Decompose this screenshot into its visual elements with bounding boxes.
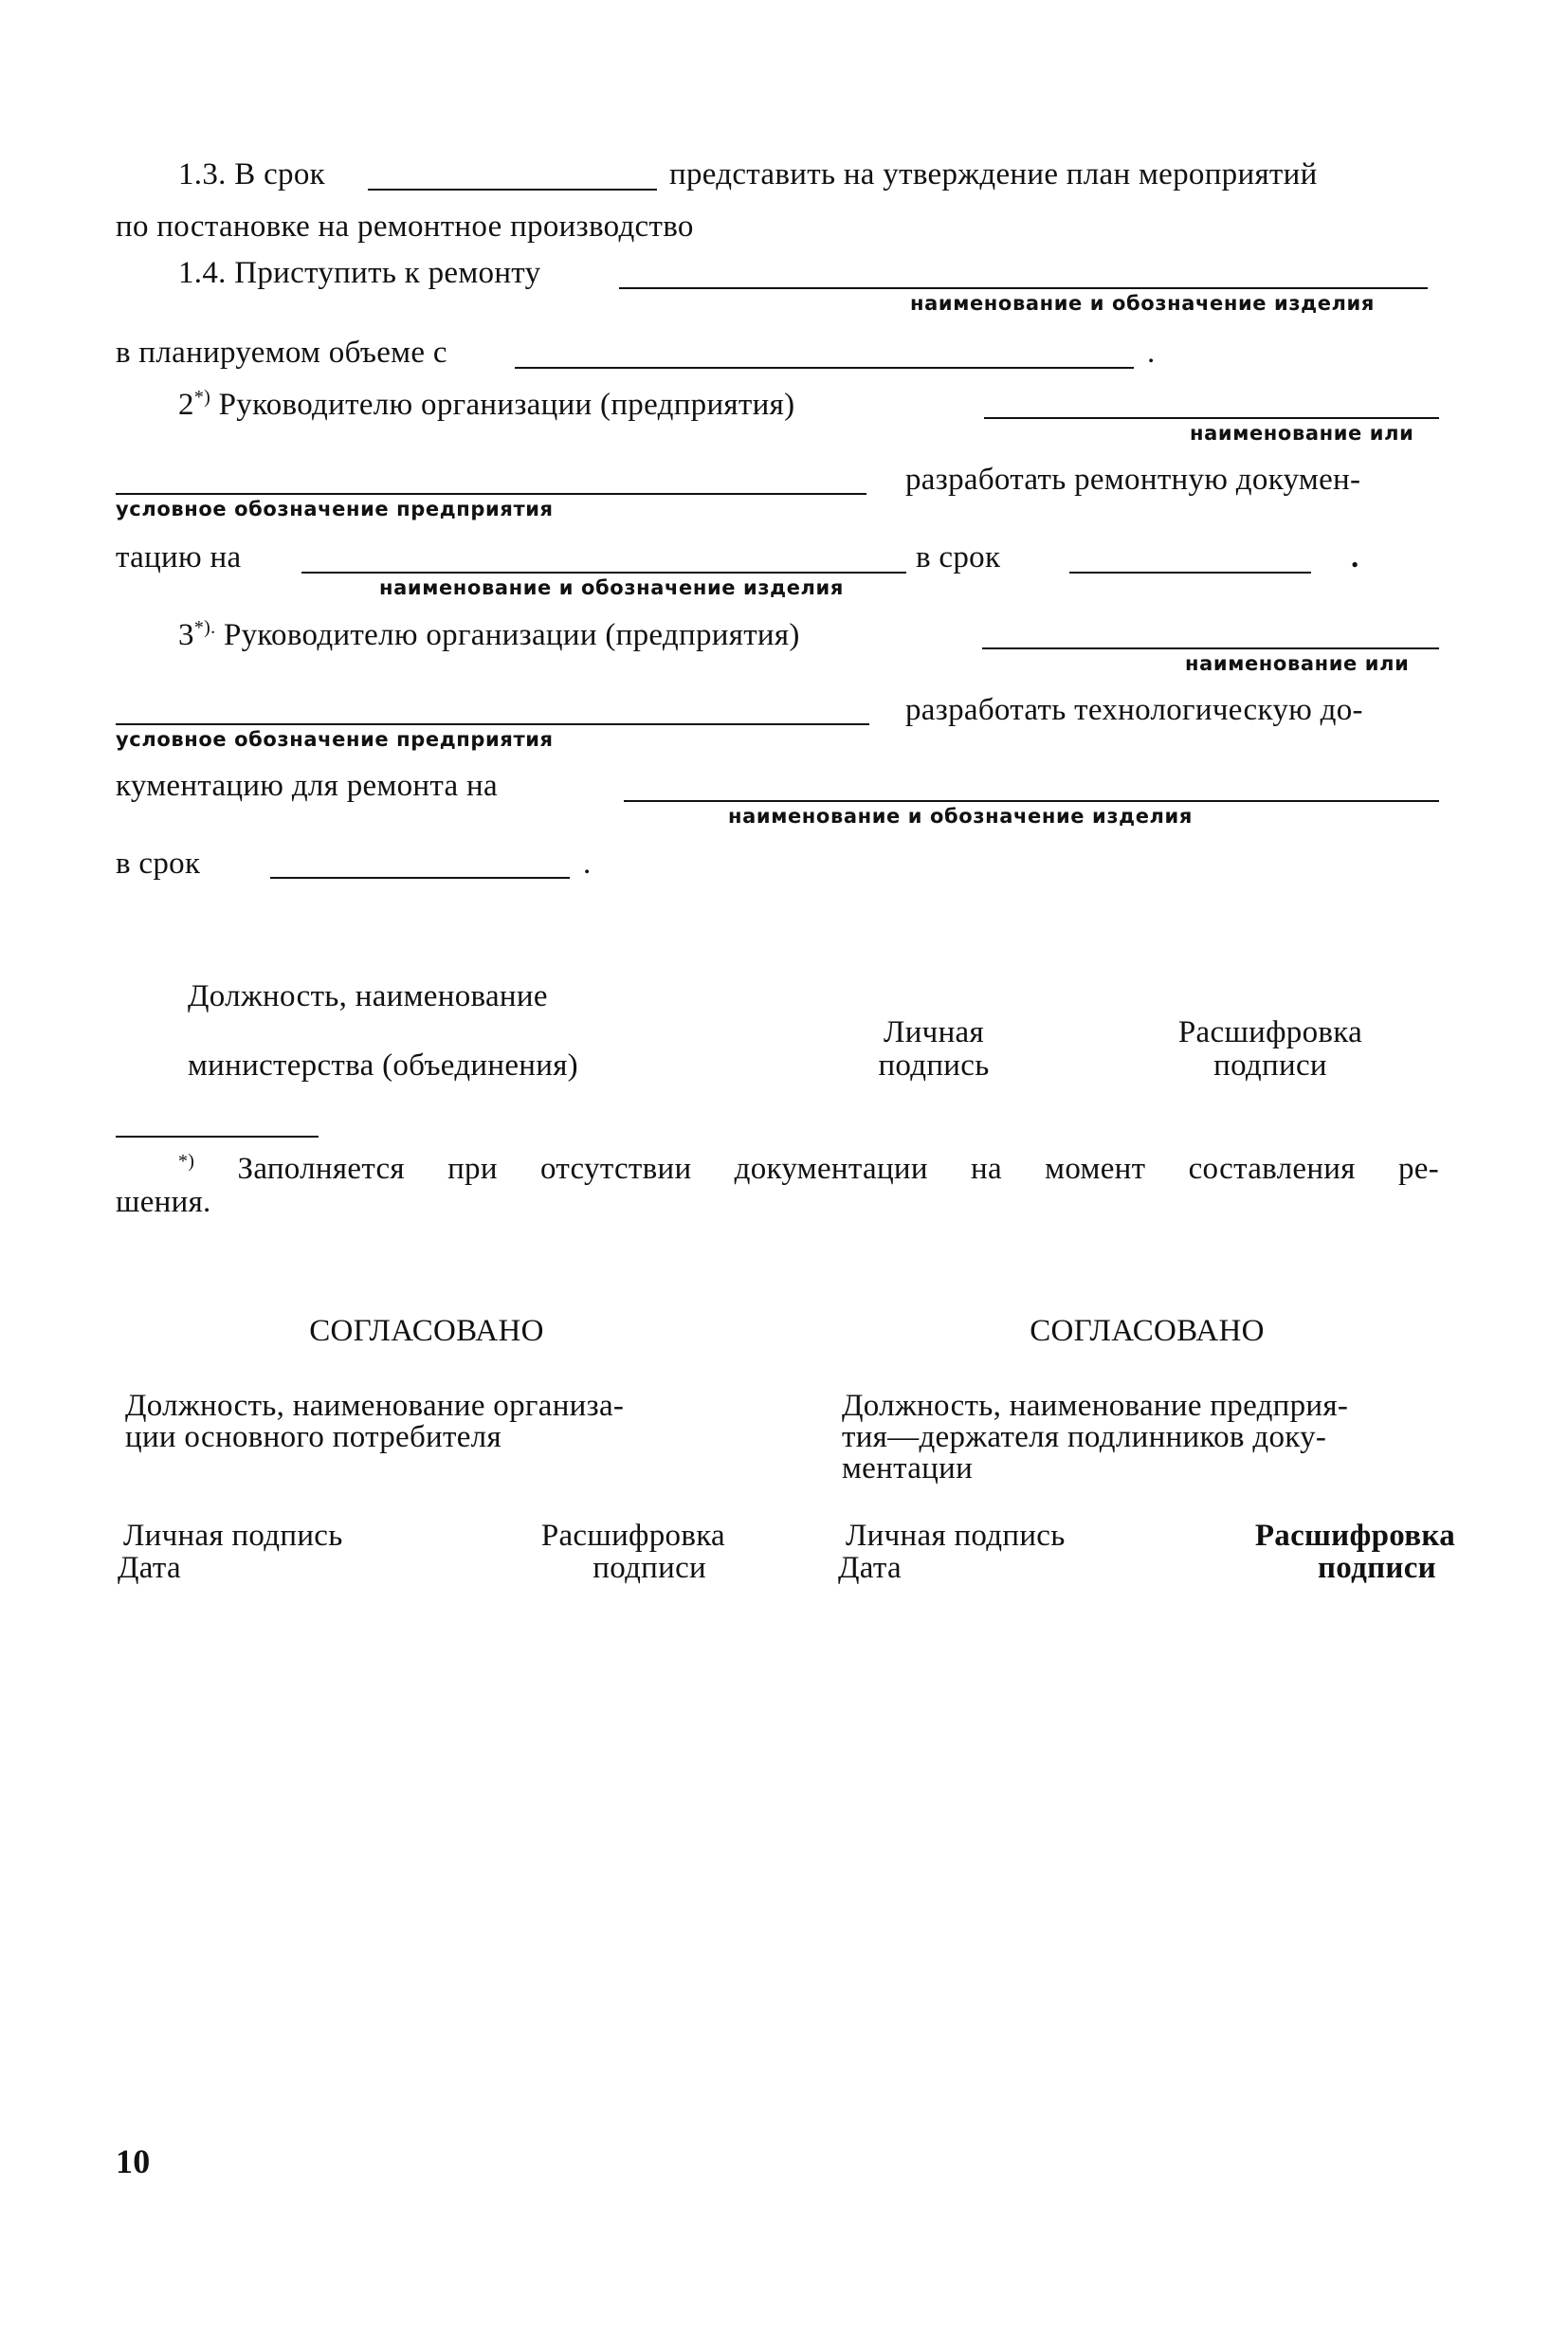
page-number: 10 — [116, 2142, 151, 2180]
footnote-text-2: шения. — [116, 1185, 211, 1219]
item-3-mark: *). — [193, 617, 216, 638]
item-2-enterprise-blank[interactable] — [116, 493, 866, 495]
item-3-action: разработать технологическую до- — [905, 693, 1363, 727]
item-2-product-blank[interactable] — [301, 572, 906, 574]
item-2-caption-2: условное обозначение предприятия — [116, 498, 554, 520]
footnote-line-1 — [178, 1152, 1439, 1185]
item-3-enterprise-blank[interactable] — [116, 723, 869, 725]
approval-left-position-2: ции основного потребителя — [125, 1420, 501, 1454]
approval-right-position-2: тия—держателя подлинников доку- — [842, 1420, 1327, 1454]
approval-right-position-3: ментации — [842, 1451, 974, 1485]
item-1-4-end-dot: . — [1147, 336, 1156, 370]
signature-position-line-1: Должность, наименование — [188, 979, 548, 1013]
item-2-text: Руководителю организации (предприятия) — [218, 388, 795, 422]
footnote-separator — [116, 1136, 319, 1138]
item-2-deadline-label: в срок — [916, 540, 1001, 574]
item-3-heading — [178, 618, 800, 651]
signature-decoding-1: Расшифровка — [1177, 1015, 1363, 1049]
signature-personal-1: Личная — [884, 1015, 984, 1049]
item-1-3-continuation: по постановке на ремонтное производство — [116, 210, 694, 244]
item-3-deadline-blank[interactable] — [270, 877, 570, 879]
item-3-caption-3: наименование и обозначение изделия — [728, 805, 1193, 828]
approval-right-decoding-2: подписи — [1317, 1551, 1436, 1585]
item-1-4-caption: наименование и обозначение изделия — [910, 292, 1375, 315]
item-3-text: Руководителю организации (предприятия) — [223, 618, 800, 652]
item-3-end-dot: . — [583, 847, 592, 881]
item-1-4-product-blank[interactable] — [619, 287, 1428, 289]
item-2-organization-blank[interactable] — [984, 417, 1439, 419]
item-2-number: 2 — [178, 388, 194, 422]
item-1-3-prefix: 1.3. В срок — [178, 157, 325, 191]
item-3-caption-1: наименование или — [1185, 652, 1410, 675]
item-2-caption-3: наименование и обозначение изделия — [379, 576, 844, 599]
approval-right-heading: СОГЛАСОВАНО — [1030, 1314, 1265, 1348]
approval-right-position-1: Должность, наименование предприя- — [842, 1389, 1349, 1423]
footnote-mark: *) — [178, 1151, 195, 1172]
approval-left-date: Дата — [118, 1551, 181, 1585]
item-1-3-deadline-blank[interactable] — [368, 189, 657, 191]
item-3-deadline-label: в срок — [116, 847, 201, 881]
signature-decoding-2: подписи — [1213, 1048, 1327, 1083]
item-3-caption-2: условное обозначение предприятия — [116, 728, 554, 751]
item-1-4-prefix: 1.4. Приступить к ремонту — [178, 256, 541, 290]
item-1-3-suffix: представить на утверждение план мероприятий — [669, 157, 1318, 191]
approval-left-heading: СОГЛАСОВАНО — [309, 1314, 544, 1348]
signature-personal-2: подпись — [878, 1048, 990, 1083]
item-1-4-volume-blank[interactable] — [515, 367, 1134, 369]
approval-left-decoding-1: Расшифровка — [540, 1519, 725, 1553]
approval-left-personal-signature: Личная подпись — [123, 1519, 343, 1553]
item-3-number: 3 — [178, 618, 194, 652]
approval-left-position-1: Должность, наименование организа- — [125, 1389, 625, 1423]
item-2-caption-1: наименование или — [1190, 422, 1414, 445]
item-2-heading — [178, 388, 794, 421]
item-3-continuation-prefix: кументацию для ремонта на — [116, 769, 498, 803]
item-1-4-volume-prefix: в планируемом объеме с — [116, 336, 447, 370]
footnote-text-1: Заполняется при отсутствии документации на момент составления ре- — [237, 1152, 1439, 1186]
approval-right-personal-signature: Личная подпись — [846, 1519, 1066, 1553]
signature-position-line-2: министерства (объединения) — [188, 1048, 578, 1083]
item-2-action: разработать ремонтную докумен- — [905, 463, 1361, 497]
item-2-mark: *) — [193, 387, 211, 408]
item-2-continuation-prefix: тацию на — [116, 540, 242, 574]
item-3-product-blank[interactable] — [624, 800, 1439, 802]
item-2-deadline-blank[interactable] — [1069, 572, 1311, 574]
approval-left-decoding-2: подписи — [593, 1551, 706, 1585]
item-2-end-mark: . — [1351, 540, 1359, 574]
approval-right-decoding-1: Расшифровка — [1254, 1519, 1455, 1553]
item-3-organization-blank[interactable] — [982, 647, 1439, 649]
approval-right-date: Дата — [838, 1551, 902, 1585]
